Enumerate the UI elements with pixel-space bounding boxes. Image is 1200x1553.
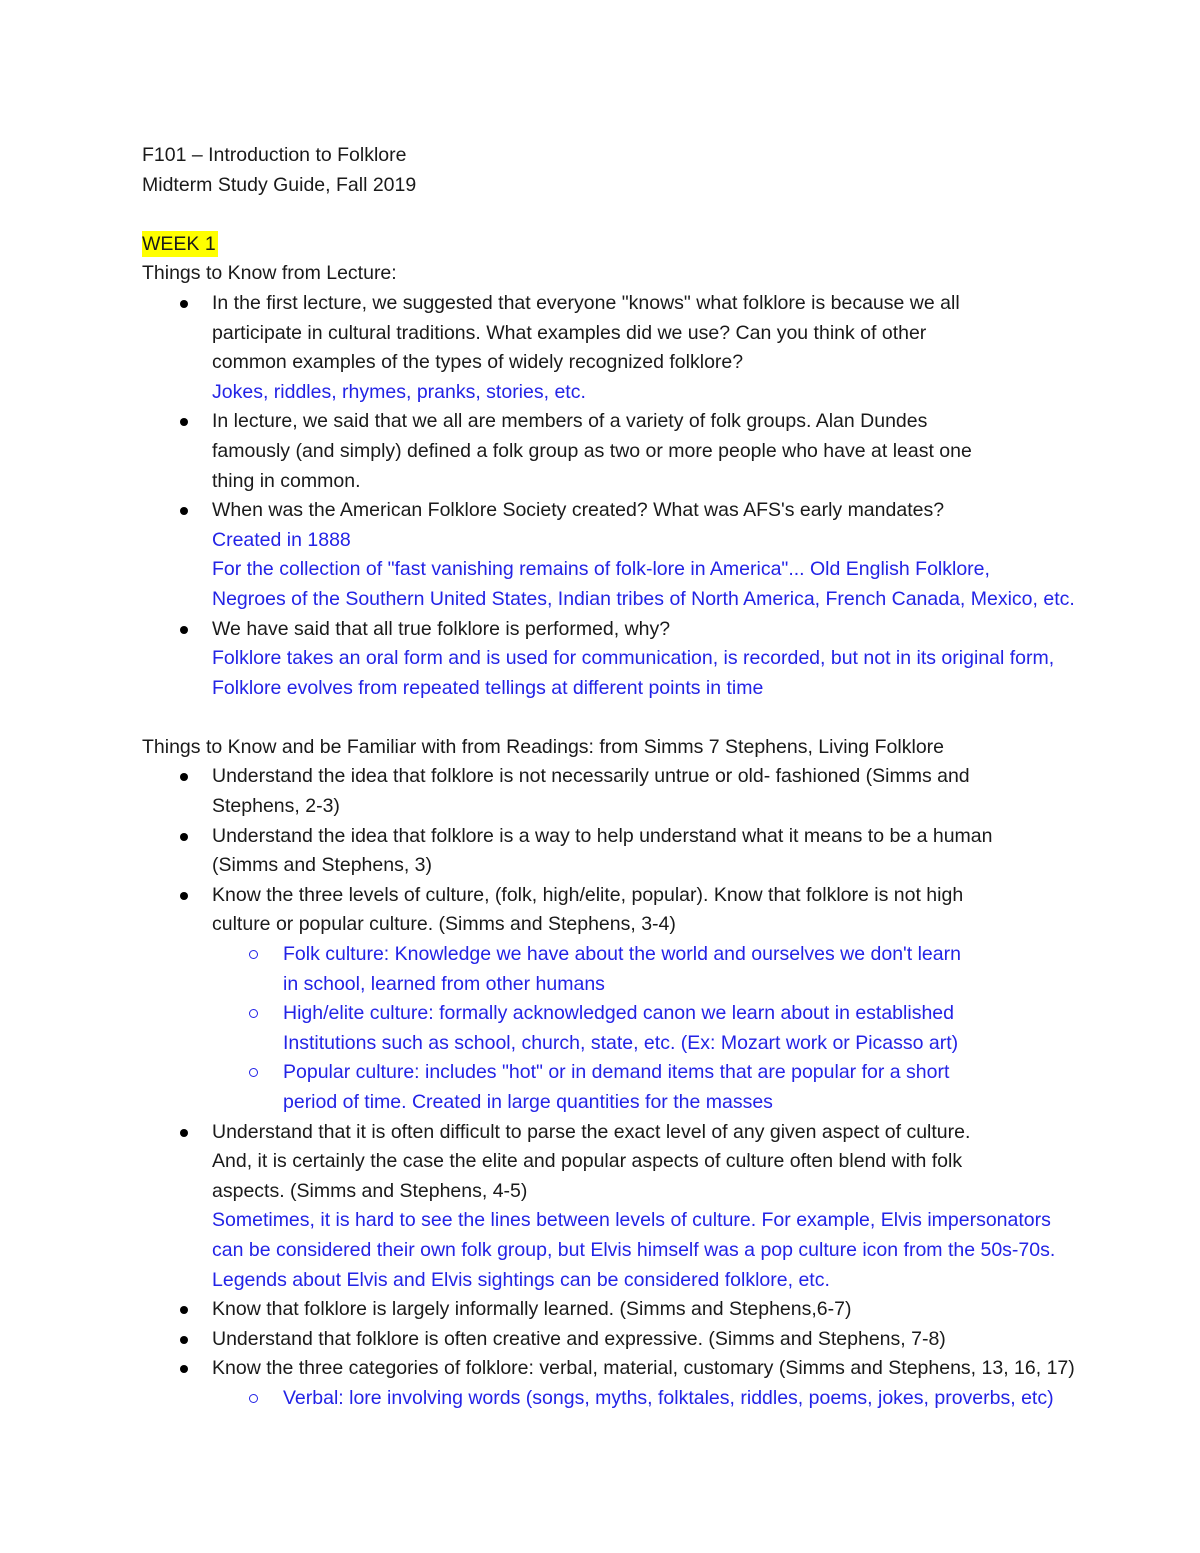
lecture-list: [142, 289, 1182, 703]
item-text: Understand that folklore is often creative and expressive. (Simms and Stephens, 7-8): [212, 1327, 946, 1350]
list-item: [142, 615, 1182, 704]
answer-text: Sometimes, it is hard to see the lines between levels of culture. For example, Elvis impersonators: [212, 1209, 1051, 1232]
item-text: participate in cultural traditions. What examples did we use? Can you think of other: [212, 321, 927, 344]
bullet-icon: [180, 1129, 188, 1137]
hollow-bullet-icon: [249, 1068, 258, 1077]
item-text: (Simms and Stephens, 3): [212, 854, 433, 877]
list-item: [142, 1325, 1182, 1355]
sub-item-text: in school, learned from other humans: [283, 972, 605, 995]
answer-text: Folklore takes an oral form and is used for communication, is recorded, but not in its original form,: [212, 647, 1055, 670]
item-text: culture or popular culture. (Simms and Stephens, 3-4): [212, 913, 676, 936]
item-text: And, it is certainly the case the elite and popular aspects of culture often blend with folk: [212, 1150, 963, 1173]
item-text: aspects. (Simms and Stephens, 4-5): [212, 1179, 528, 1202]
answer-text: Created in 1888: [212, 528, 351, 551]
guide-subtitle: Midterm Study Guide, Fall 2019: [142, 173, 417, 196]
hollow-bullet-icon: [249, 1394, 258, 1403]
list-item: [142, 1354, 1182, 1384]
answer-text: Jokes, riddles, rhymes, pranks, stories, etc.: [212, 380, 586, 403]
item-text: famously (and simply) defined a folk group as two or more people who have at least one: [212, 439, 972, 462]
bullet-icon: [180, 1336, 188, 1344]
bullet-icon: [180, 833, 188, 841]
sub-list-item: [142, 1384, 1182, 1414]
answer-text: Negroes of the Southern United States, Indian tribes of North America, French Canada, Mexico, etc.: [212, 587, 1075, 610]
list-item: [142, 289, 1182, 407]
sub-item-text: High/elite culture: formally acknowledged canon we learn about in established: [283, 1002, 954, 1025]
item-text: Understand the idea that folklore is a way to help understand what it means to be a human: [212, 824, 993, 847]
bullet-icon: [180, 507, 188, 515]
answer-text: For the collection of "fast vanishing remains of folk-lore in America"... Old English Folklore,: [212, 558, 990, 581]
item-text: Know the three levels of culture, (folk, high/elite, popular). Know that folklore is not high: [212, 883, 964, 906]
item-text: common examples of the types of widely recognized folklore?: [212, 351, 744, 374]
bullet-icon: [180, 773, 188, 781]
item-text: In the first lecture, we suggested that everyone "knows" what folklore is because we all: [212, 291, 960, 314]
answer-text: can be considered their own folk group, but Elvis himself was a pop culture icon from the 50s-70s.: [212, 1238, 1056, 1261]
sub-item-text: Verbal: lore involving words (songs, myths, folktales, riddles, poems, jokes, proverbs, etc): [283, 1386, 1054, 1409]
bullet-icon: [180, 300, 188, 308]
course-title: F101 – Introduction to Folklore: [142, 144, 407, 166]
week-heading: [142, 230, 1182, 260]
item-text: Stephens, 2-3): [212, 795, 340, 818]
hollow-bullet-icon: [249, 950, 258, 959]
answer-text: Folklore evolves from repeated tellings at different points in time: [212, 676, 764, 699]
list-item: [142, 762, 1182, 821]
spacer: [142, 200, 1182, 230]
item-text: thing in common.: [212, 469, 361, 492]
sub-list-item: [142, 1058, 1182, 1117]
readings-list: [142, 762, 1182, 1413]
study-guide-content: [142, 141, 1182, 1414]
bullet-icon: [180, 892, 188, 900]
bullet-icon: [180, 418, 188, 426]
sub-item-text: Institutions such as school, church, state, etc. (Ex: Mozart work or Picasso art): [283, 1031, 959, 1054]
list-item: [142, 1118, 1182, 1296]
list-item: [142, 822, 1182, 881]
item-text: Understand the idea that folklore is not necessarily untrue or old- fashioned (Simms and: [212, 765, 970, 788]
item-text: Know the three categories of folklore: verbal, material, customary (Simms and Stephens, 13, 16, 17): [212, 1357, 1075, 1380]
sub-item-text: Popular culture: includes "hot" or in demand items that are popular for a short: [283, 1061, 950, 1084]
section-heading-readings: Things to Know and be Familiar with from Readings: from Simms 7 Stephens, Living Folklore: [142, 735, 945, 758]
item-text: Know that folklore is largely informally learned. (Simms and Stephens,6-7): [212, 1298, 852, 1321]
spacer: [142, 703, 1182, 733]
list-item: [142, 496, 1182, 614]
sub-list-item: [142, 940, 1182, 999]
week-label: WEEK 1: [142, 232, 216, 255]
sub-item-text: period of time. Created in large quantities for the masses: [283, 1091, 773, 1113]
list-item: [142, 1295, 1182, 1325]
item-text: When was the American Folklore Society created? What was AFS's early mandates?: [212, 499, 945, 522]
list-item: [142, 407, 1182, 496]
sub-list-item: [142, 999, 1182, 1058]
answer-text: Legends about Elvis and Elvis sightings can be considered folklore, etc.: [212, 1268, 830, 1291]
bullet-icon: [180, 1306, 188, 1314]
section-heading-lecture: Things to Know from Lecture:: [142, 262, 397, 285]
item-text: We have said that all true folklore is performed, why?: [212, 617, 671, 640]
item-text: Understand that it is often difficult to parse the exact level of any given aspect of culture.: [212, 1120, 971, 1143]
sub-item-text: Folk culture: Knowledge we have about the world and ourselves we don't learn: [283, 943, 961, 966]
hollow-bullet-icon: [249, 1009, 258, 1018]
bullet-icon: [180, 1365, 188, 1373]
item-text: In lecture, we said that we all are members of a variety of folk groups. Alan Dundes: [212, 410, 928, 433]
bullet-icon: [180, 626, 188, 634]
list-item: [142, 881, 1182, 940]
